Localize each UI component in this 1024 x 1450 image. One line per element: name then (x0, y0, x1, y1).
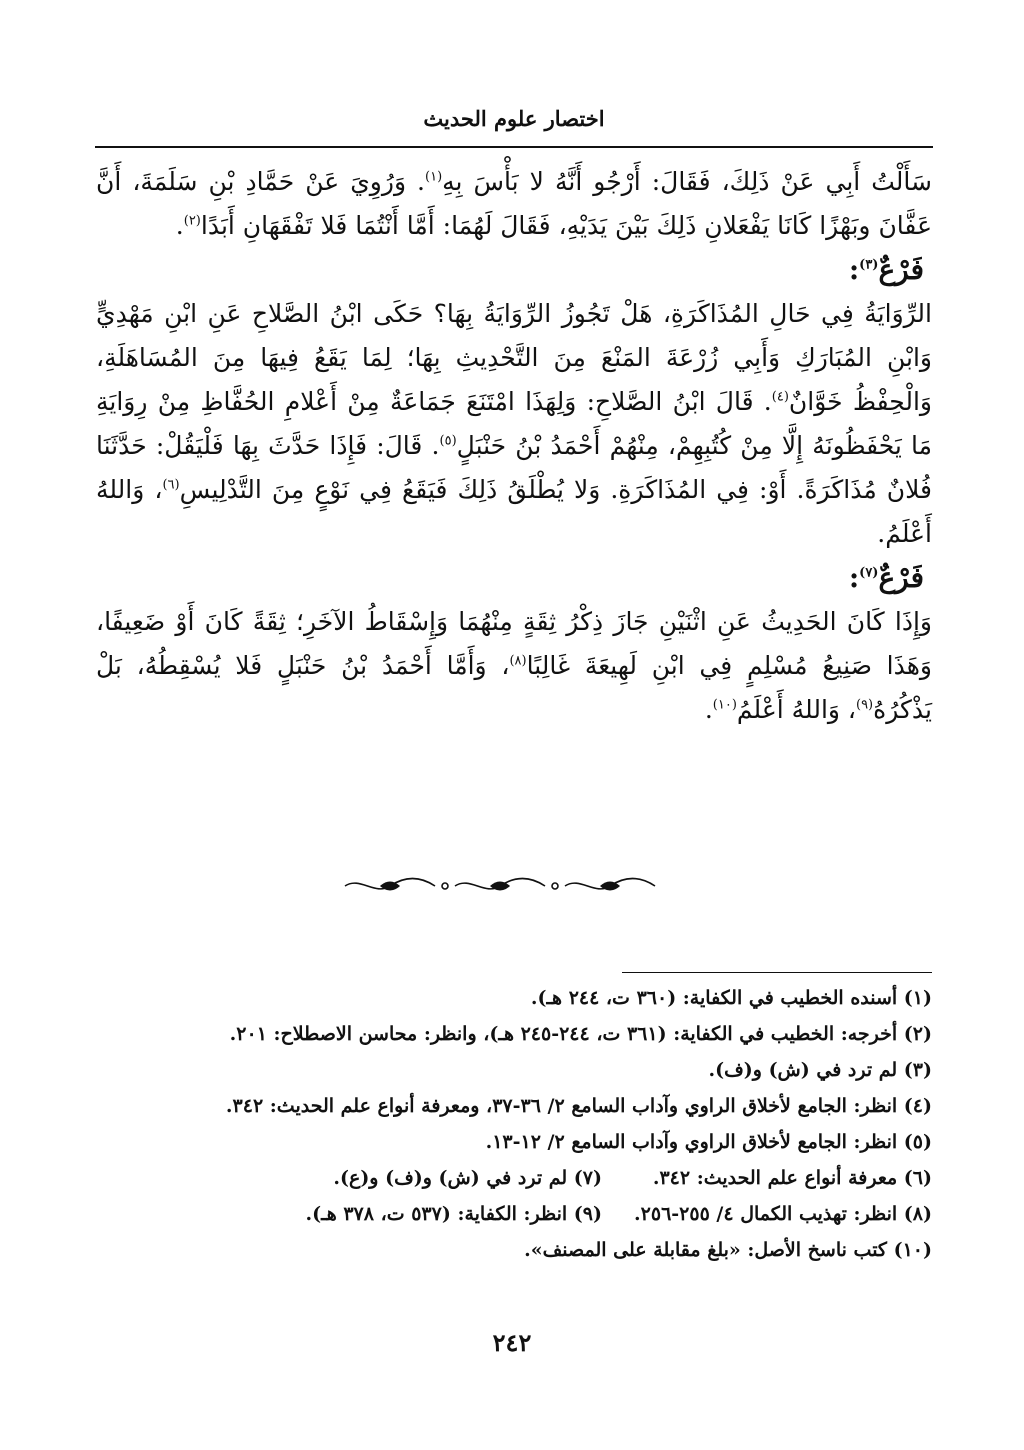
running-head-title: اختصار علوم الحديث (423, 106, 605, 131)
footnote-rule (622, 972, 932, 973)
footnote-4: (٤) انظر: الجامع لأخلاق الراوي وآداب السامع ٢/ ٣٦-٣٧، ومعرفة أنواع علم الحديث: ٣٤٢. (225, 1095, 932, 1117)
footnote-5: (٥) انظر: الجامع لأخلاق الراوي وآداب السامع ٢/ ١٢-١٣. (485, 1131, 932, 1153)
footnote-ref-8: (٨) (509, 653, 527, 669)
footnote-6: (٦) معرفة أنواع علم الحديث: ٣٤٢. (652, 1167, 932, 1189)
footnote-row-8-9 (96, 1196, 932, 1232)
footnote-ref-4: (٤) (771, 389, 789, 405)
footnote-ref-10: (١٠) (712, 697, 737, 713)
footnote-ref-3: (٣) (859, 257, 879, 273)
section-heading-far-1: فَرْعٌ$^{(٣)}$: (848, 253, 924, 286)
main-text (96, 160, 932, 732)
footnotes (96, 980, 932, 1268)
section-heading-far-2: فَرْعٌ$^{(٧)}$: (848, 561, 924, 594)
footnote-2: (٢) أخرجه: الخطيب في الكفاية: (٣٦١ ت، ٢٤٤-٢٤٥ هـ)، وانظر: محاسن الاصطلاح: ٢٠١. (229, 1023, 932, 1045)
footnote-8: (٨) انظر: تهذيب الكمال ٤/ ٢٥٥-٢٥٦. (634, 1203, 932, 1225)
footnote-ref-6: (٦) (162, 477, 180, 493)
footnote-10: (١٠) كتب ناسخ الأصل: «بلغ مقابلة على المصنف». (524, 1239, 932, 1261)
paragraph-3: وَإِذَا كَانَ الحَدِيثُ عَنِ اثْنَيْنِ جَازَ ذِكْرُ ثِقَةٍ مِنْهُمَا وَإِسْقَاطُ الآخَرِ؛ ثِقَةً كَانَ أَوْ ضَعِيفًا، وَهَذَا صَنِيعُ مُسْلِمٍ فِي ابْنِ لَهِيعَةَ غَالِبًا$^{(٨)}$، وَأَمَّا أَحْمَدُ بْنُ حَنْبَلٍ فَلا يُسْقِطُهُ، بَلْ يَذْكُرُهُ$^{(٩)}$، وَاللهُ أَعْلَمُ$^{(١٠)}$. (96, 607, 933, 724)
footnote-ref-2: (٢) (183, 213, 201, 229)
ornament-divider (340, 872, 660, 900)
footnote-row-6-7 (96, 1160, 932, 1196)
footnote-1: (١) أسنده الخطيب في الكفاية: (٣٦٠ ت، ٢٤٤ هـ). (530, 987, 932, 1009)
footnote-9: (٩) انظر: الكفاية: (٥٣٧ ت، ٣٧٨ هـ). (305, 1203, 602, 1225)
footnote-ref-7: (٧) (859, 565, 879, 581)
footnote-7: (٧) لم ترد في (ش) و(ف) و(ع). (333, 1167, 602, 1189)
paragraph-1: سَأَلْتُ أَبِي عَنْ ذَلِكَ، فَقَالَ: أَرْجُو أَنَّهُ لا بَأْسَ بِهِ$^{(١)}$. وَرُوِيَ عَنْ حَمَّادِ بْنِ سَلَمَةَ، أَنَّ عَفَّانَ وبَهْزًا كَانَا يَفْعَلانِ ذَلِكَ بَيْنَ يَدَيْهِ، فَقَالَ لَهُمَا: أَمَّا أَنْتُمَا فَلا تَفْقَهَانِ أَبَدًا$^{(٢)}$. (96, 167, 932, 240)
paragraph-2: الرِّوَايَةُ فِي حَالِ المُذَاكَرَةِ، هَلْ تَجُوزُ الرِّوَايَةُ بِهَا؟ حَكَى ابْنُ الصَّلاحِ عَنِ ابْنِ مَهْدِيٍّ وَابْنِ المُبَارَكِ وَأَبِي زُرْعَةَ المَنْعَ مِنَ التَّحْدِيثِ بِهَا؛ لِمَا يَقَعُ فِيهَا مِنَ المُسَاهَلَةِ، وَالْحِفْظُ خَوَّانٌ$^{(٤)}$. قَالَ ابْنُ الصَّلاحِ: وَلِهَذَا امْتَنَعَ جَمَاعَةٌ مِنْ أَعْلامِ الحُفَّاظِ مِنْ رِوَايَةِ مَا يَحْفَظُونَهُ إِلَّا مِنْ كُتُبِهِمْ، مِنْهُمْ أَحْمَدُ بْنُ حَنْبَلٍ$^{(٥)}$. قَالَ: فَإِذَا حَدَّثَ بِهَا فَلْيَقُلْ: حَدَّثَنَا فُلانٌ مُذَاكَرَةً. أَوْ: فِي المُذَاكَرَةِ. وَلا يُطْلَقُ ذَلِكَ فَيَقَعُ فِي نَوْعٍ مِنَ التَّدْلِيسِ$^{(٦)}$، وَاللهُ أَعْلَمُ. (96, 299, 933, 548)
footnote-ref-9: (٩) (855, 697, 874, 713)
footnote-ref-5: (٥) (439, 433, 457, 449)
page-number: ٢٤٢ (492, 1328, 532, 1357)
header-rule (95, 146, 933, 148)
footnote-ref-1: (١) (425, 169, 443, 185)
footnote-3: (٣) لم ترد في (ش) و(ف). (708, 1059, 932, 1081)
